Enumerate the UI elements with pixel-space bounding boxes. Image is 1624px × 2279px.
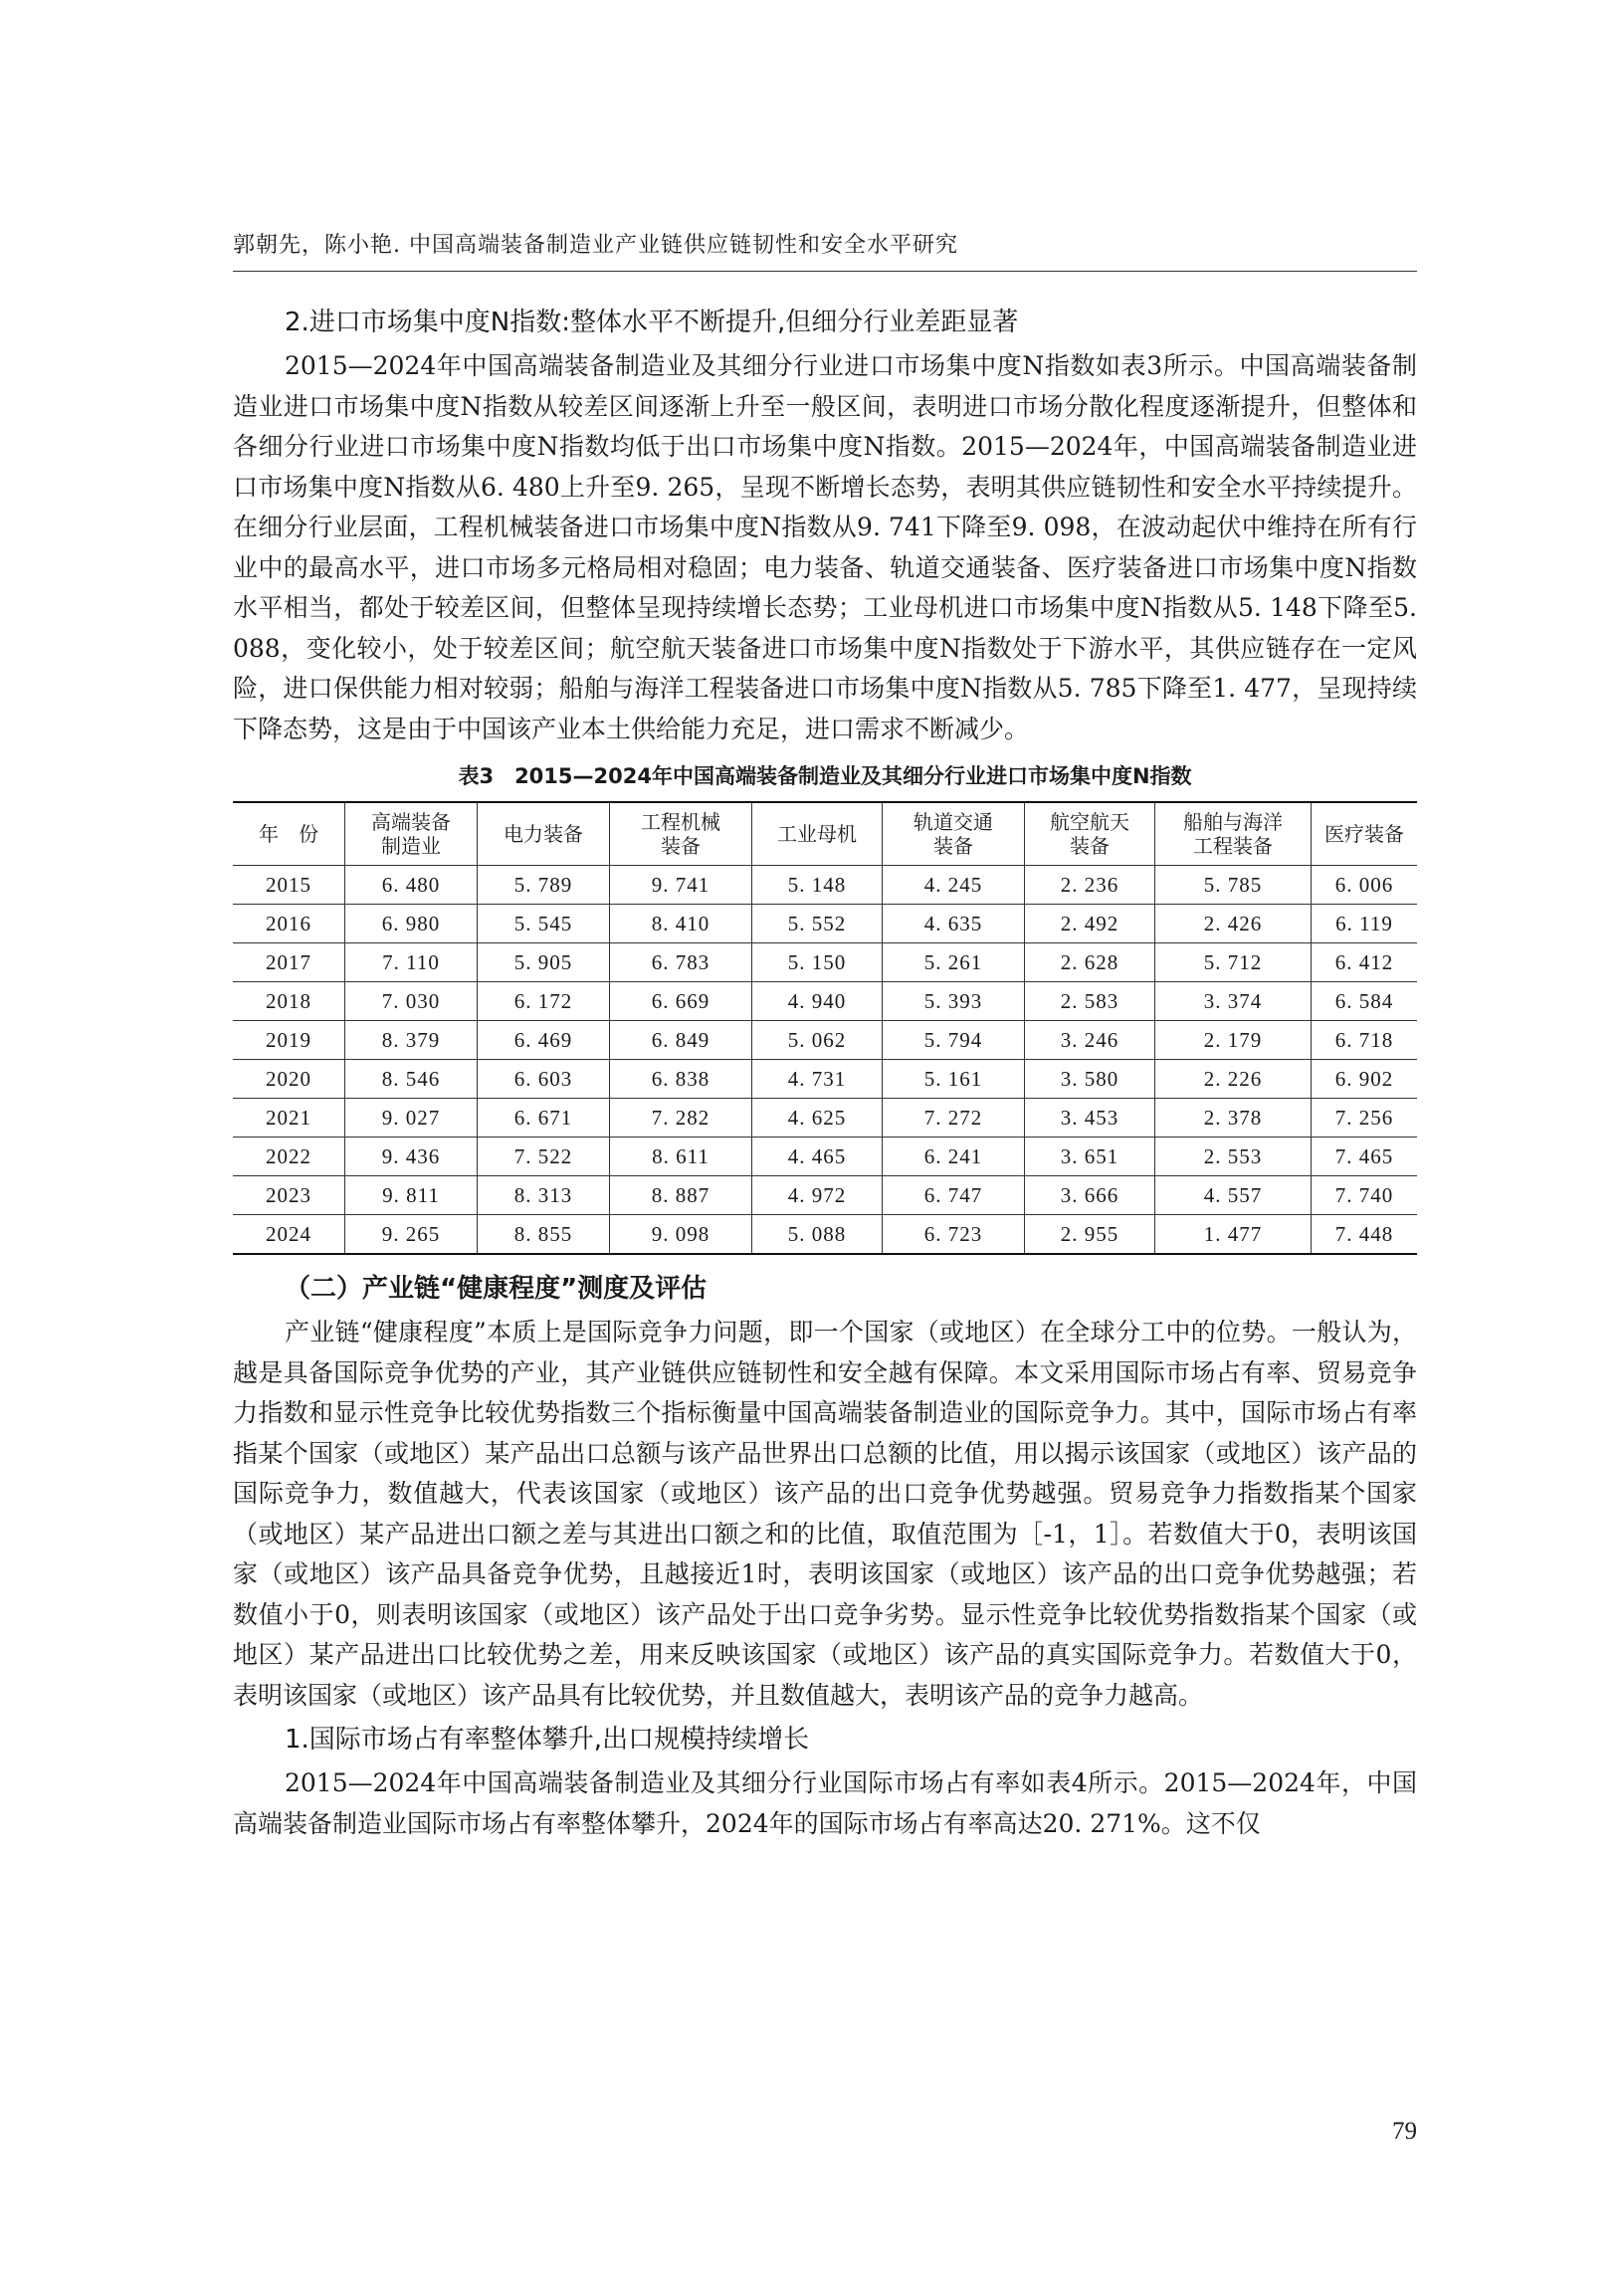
paragraph-health-degree: 产业链“健康程度”本质上是国际竞争力问题，即一个国家（或地区）在全球分工中的位势。一般认为，越是具备国际竞争优势的产业，其产业链供应链韧性和安全越有保障。本文采用国际市场占有率、贸易竞争力指数和显示性竞争比较优势指数三个指标衡量中国高端装备制造业的国际竞争力。其中，国际市场占有率指某个国家（或地区）某产品出口总额与该产品世界出口总额的比值，用以揭示该国家（或地区）该产品的国际竞争力，数值越大，代表该国家（或地区）该产品的出口竞争优势越强。贸易竞争力指数指某个国家（或地区）某产品进出口额之差与其进出口额之和的比值，取值范围为［-1，1］。若数值大于0，表明该国家（或地区）该产品具备竞争优势，且越接近1时，表明该国家（或地区）该产品的出口竞争优势越强；若数值小于0，则表明该国家（或地区）该产品处于出口竞争劣势。显示性竞争比较优势指数指某个国家（或地区）某产品进出口比较优势之差，用来反映该国家（或地区）该产品的真实国际竞争力。若数值大于0，表明该国家（或地区）该产品具有比较优势，并且数值越大，表明该产品的竞争力越高。	[233, 1318, 1417, 1710]
table-cell-value: 5. 150	[752, 943, 883, 982]
section-heading-health-degree: （二）产业链“健康程度”测度及评估	[285, 1274, 708, 1304]
table-cell-value: 5. 789	[478, 866, 610, 905]
table-cell-value: 5. 905	[478, 943, 610, 982]
table-cell-value: 4. 465	[752, 1138, 883, 1176]
journal-page	[233, 0, 1417, 2279]
table-header-row	[233, 802, 1417, 866]
table-cell-value: 6. 119	[1312, 905, 1418, 943]
table-cell-year: 2019	[233, 1021, 345, 1060]
table-cell-value: 2. 426	[1155, 905, 1312, 943]
subsection-heading-market-share: 1.国际市场占有率整体攀升,出口规模持续增长	[285, 1725, 810, 1755]
table-cell-value: 6. 669	[610, 982, 752, 1021]
table-cell-year: 2022	[233, 1138, 345, 1176]
table-cell-year: 2015	[233, 866, 345, 905]
table-row	[233, 1138, 1417, 1176]
table-cell-value: 6. 902	[1312, 1060, 1418, 1099]
table-cell-value: 8. 855	[478, 1215, 610, 1255]
table-cell-value: 5. 712	[1155, 943, 1312, 982]
table-cell-value: 5. 161	[883, 1060, 1025, 1099]
table-cell-value: 2. 955	[1025, 1215, 1155, 1255]
col-header-shipbuilding-marine: 船舶与海洋 工程装备	[1155, 802, 1312, 866]
table-cell-value: 5. 148	[752, 866, 883, 905]
running-header: 郭朝先，陈小艳. 中国高端装备制造业产业链供应链韧性和安全水平研究	[233, 233, 958, 258]
table-cell-value: 9. 027	[345, 1099, 478, 1138]
table-cell-value: 7. 522	[478, 1138, 610, 1176]
table-cell-value: 2. 179	[1155, 1021, 1312, 1060]
table-cell-value: 2. 236	[1025, 866, 1155, 905]
table-cell-value: 6. 849	[610, 1021, 752, 1060]
table-row	[233, 1060, 1417, 1099]
table-cell-value: 5. 794	[883, 1021, 1025, 1060]
table-cell-value: 8. 546	[345, 1060, 478, 1099]
col-header-machine-tools: 工业母机	[752, 802, 883, 866]
table-cell-value: 5. 393	[883, 982, 1025, 1021]
table-cell-value: 7. 256	[1312, 1099, 1418, 1138]
table-cell-value: 6. 718	[1312, 1021, 1418, 1060]
table-cell-value: 3. 374	[1155, 982, 1312, 1021]
table-cell-value: 7. 740	[1312, 1176, 1418, 1215]
paragraph-market-share: 2015—2024年中国高端装备制造业及其细分行业国际市场占有率如表4所示。2015—2024年，中国高端装备制造业国际市场占有率整体攀升，2024年的国际市场占有率高达20. 271%。这不仅	[233, 1768, 1417, 1838]
table-cell-value: 2. 628	[1025, 943, 1155, 982]
table-row	[233, 982, 1417, 1021]
table-cell-value: 4. 625	[752, 1099, 883, 1138]
main-content	[233, 299, 1417, 1844]
table-cell-value: 2. 492	[1025, 905, 1155, 943]
table-cell-value: 4. 940	[752, 982, 883, 1021]
table-cell-value: 8. 379	[345, 1021, 478, 1060]
table-cell-value: 8. 410	[610, 905, 752, 943]
table-cell-value: 6. 747	[883, 1176, 1025, 1215]
table-cell-value: 5. 062	[752, 1021, 883, 1060]
col-header-high-end-equipment: 高端装备 制造业	[345, 802, 478, 866]
table-caption: 表3 2015—2024年中国高端装备制造业及其细分行业进口市场集中度N指数	[458, 764, 1192, 788]
table-cell-year: 2023	[233, 1176, 345, 1215]
table-cell-value: 6. 172	[478, 982, 610, 1021]
table-cell-value: 2. 583	[1025, 982, 1155, 1021]
table-cell-value: 9. 811	[345, 1176, 478, 1215]
table-cell-value: 7. 448	[1312, 1215, 1418, 1255]
col-header-medical-equipment: 医疗装备	[1312, 802, 1418, 866]
table-row	[233, 1099, 1417, 1138]
table-cell-value: 7. 282	[610, 1099, 752, 1138]
table-cell-value: 9. 098	[610, 1215, 752, 1255]
table-cell-value: 5. 785	[1155, 866, 1312, 905]
col-header-aerospace: 航空航天 装备	[1025, 802, 1155, 866]
table-cell-value: 9. 265	[345, 1215, 478, 1255]
table-cell-value: 4. 635	[883, 905, 1025, 943]
table-cell-value: 6. 723	[883, 1215, 1025, 1255]
paragraph-import-concentration: 2015—2024年中国高端装备制造业及其细分行业进口市场集中度N指数如表3所示。中国高端装备制造业进口市场集中度N指数从较差区间逐渐上升至一般区间，表明进口市场分散化程度逐渐提升，但整体和各细分行业进口市场集中度N指数均低于出口市场集中度N指数。2015—2024年，中国高端装备制造业进口市场集中度N指数从6. 480上升至9. 265，呈现不断增长态势，表明其供应链韧性和安全水平持续提升。在细分行业层面，工程机械装备进口市场集中度N指数从9. 741下降至9. 098，在波动起伏中维持在所有行业中的最高水平，进口市场多元格局相对稳固；电力装备、轨道交通装备、医疗装备进口市场集中度N指数水平相当，都处于较差区间，但整体呈现持续增长态势；工业母机进口市场集中度N指数从5. 148下降至5. 088，变化较小，处于较差区间；航空航天装备进口市场集中度N指数处于下游水平，其供应链存在一定风险，进口保供能力相对较弱；船舶与海洋工程装备进口市场集中度N指数从5. 785下降至1. 477，呈现持续下降态势，这是由于中国该产业本土供给能力充足，进口需求不断减少。	[233, 351, 1417, 743]
table-cell-value: 2. 226	[1155, 1060, 1312, 1099]
table-cell-value: 3. 666	[1025, 1176, 1155, 1215]
table-row	[233, 866, 1417, 905]
table-cell-value: 7. 030	[345, 982, 478, 1021]
col-header-engineering-machinery: 工程机械 装备	[610, 802, 752, 866]
col-header-year: 年 份	[233, 802, 345, 866]
table-cell-year: 2016	[233, 905, 345, 943]
table-cell-value: 4. 245	[883, 866, 1025, 905]
col-header-power-equipment: 电力装备	[478, 802, 610, 866]
table-cell-value: 3. 651	[1025, 1138, 1155, 1176]
table-cell-value: 4. 557	[1155, 1176, 1312, 1215]
table-cell-value: 2. 378	[1155, 1099, 1312, 1138]
table-body	[233, 866, 1417, 1255]
table-row	[233, 905, 1417, 943]
table-row	[233, 1215, 1417, 1255]
col-header-rail-transit: 轨道交通 装备	[883, 802, 1025, 866]
table-cell-value: 1. 477	[1155, 1215, 1312, 1255]
import-concentration-table	[233, 801, 1417, 1255]
table-cell-value: 4. 972	[752, 1176, 883, 1215]
table-cell-value: 8. 313	[478, 1176, 610, 1215]
table-cell-value: 7. 465	[1312, 1138, 1418, 1176]
table-cell-value: 6. 241	[883, 1138, 1025, 1176]
table-cell-value: 6. 480	[345, 866, 478, 905]
table-row	[233, 1021, 1417, 1060]
table-cell-value: 4. 731	[752, 1060, 883, 1099]
table-cell-value: 5. 261	[883, 943, 1025, 982]
table-cell-value: 9. 436	[345, 1138, 478, 1176]
table-cell-value: 6. 584	[1312, 982, 1418, 1021]
table-cell-year: 2021	[233, 1099, 345, 1138]
table-cell-value: 6. 980	[345, 905, 478, 943]
table-cell-year: 2020	[233, 1060, 345, 1099]
table-cell-value: 3. 453	[1025, 1099, 1155, 1138]
table-cell-value: 7. 110	[345, 943, 478, 982]
table-row	[233, 943, 1417, 982]
table-cell-value: 7. 272	[883, 1099, 1025, 1138]
table-cell-value: 6. 838	[610, 1060, 752, 1099]
table-cell-value: 6. 006	[1312, 866, 1418, 905]
table-cell-value: 5. 088	[752, 1215, 883, 1255]
table-cell-value: 5. 545	[478, 905, 610, 943]
header-divider	[233, 271, 1417, 272]
table-cell-value: 6. 412	[1312, 943, 1418, 982]
page-number: 79	[1392, 2118, 1417, 2145]
table-cell-value: 2. 553	[1155, 1138, 1312, 1176]
table-cell-value: 6. 783	[610, 943, 752, 982]
table-cell-value: 6. 469	[478, 1021, 610, 1060]
table-cell-year: 2024	[266, 1222, 311, 1246]
table-cell-value: 5. 552	[752, 905, 883, 943]
subsection-heading-import-concentration: 2.进口市场集中度N指数:整体水平不断提升,但细分行业差距显著	[285, 308, 1019, 337]
table-cell-value: 9. 741	[610, 866, 752, 905]
table-cell-value: 3. 580	[1025, 1060, 1155, 1099]
table-cell-value: 6. 603	[478, 1060, 610, 1099]
table-row	[233, 1176, 1417, 1215]
table-cell-value: 8. 887	[610, 1176, 752, 1215]
table-cell-value: 3. 246	[1025, 1021, 1155, 1060]
table-cell-year: 2017	[233, 943, 345, 982]
table-cell-value: 6. 671	[478, 1099, 610, 1138]
table-cell-year: 2018	[233, 982, 345, 1021]
table-cell-value: 8. 611	[610, 1138, 752, 1176]
